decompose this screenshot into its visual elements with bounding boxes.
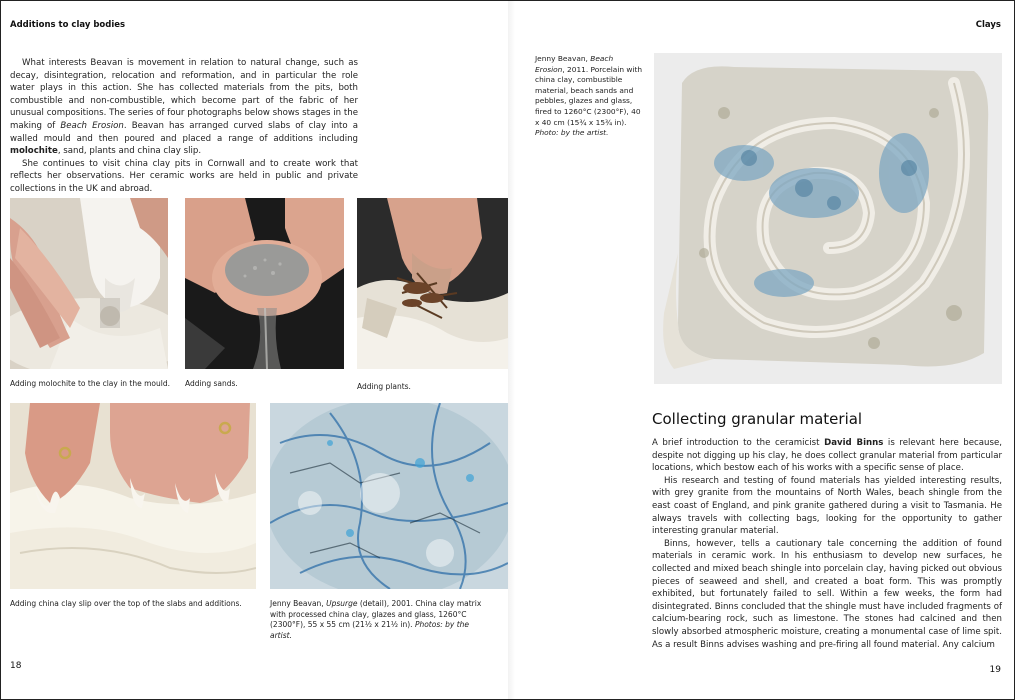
photo-adding-slip [10, 403, 256, 589]
upsurge-caption-lead: Jenny Beavan, [270, 599, 327, 608]
intro-p1-end: , sand, plants and china clay slip. [57, 146, 202, 157]
caption-molochite: Adding molochite to the clay in the mould. [10, 379, 170, 388]
right-p1-lead: A brief introduction to the ceramicist [652, 438, 825, 448]
photo-upsurge [270, 403, 508, 589]
sands-illustration [185, 198, 344, 369]
photo-adding-sands [185, 198, 344, 369]
beach-erosion-caption-credit: Photo: by the artist. [535, 128, 609, 138]
plants-illustration [357, 198, 508, 369]
caption-sands: Adding sands. [185, 379, 238, 388]
beach-erosion-caption-lead: Jenny Beavan, [535, 54, 591, 63]
caption-slip: Adding china clay slip over the top of the slabs and additions. [10, 599, 242, 608]
section-heading: Collecting granular material [652, 410, 863, 428]
beach-erosion-caption-rest: , 2011. Porcelain with china clay, combustible material, beach sands and pebbles, glazes and glass, fired to 1260°C (2300°F), 40 x 40 cm (15¾ x 15¾ in). [535, 64, 643, 127]
beach-erosion-caption-title: Beach Erosion [535, 54, 614, 74]
right-running-head: Clays [975, 20, 1001, 30]
intro-p1-text: What interests Beavan is movement in relation to natural change, such as decay, disintegration, relocation and reformation, and in particular the role water plays in this action. She has collected materials from the pits, both combustible and non-combustible, which become part of the fabric of her unusual compositions. The series of four photographs below shows stages in the making of [10, 58, 358, 131]
intro-paragraph-1 [10, 57, 358, 158]
beach-erosion-illustration [654, 53, 1002, 384]
left-folio: 18 [10, 661, 22, 671]
right-body-text [652, 437, 1002, 651]
left-running-head: Additions to clay bodies [10, 20, 126, 30]
photo-adding-molochite [10, 198, 168, 369]
right-paragraph-3: Binns, however, tells a cautionary tale concerning the addition of found materials in ceramic work. In his enthusiasm to develop new surfaces, he collected and mixed beach shingle into porcelain clay, having picked out obvious pieces of seaweed and shell, and created a boat form. This was promptly exhibited, but fortunately failed to sell. Within a few weeks, the form had disintegrated. Binns concluded that the shingle must have included fragments of calcium-bearing rock, such as limestone. The stones had calcined and then slowly absorbed atmospheric moisture, creating a monumental case of lime spit. As a result Binns advises washing and pre-firing all found material. Any calcium [652, 538, 1002, 650]
right-folio: 19 [989, 665, 1001, 675]
intro-paragraph-2: She continues to visit china clay pits in Cornwall and to create work that reflects her observations. Her ceramic works are held in public and private collections in the UK and abroad. [10, 158, 358, 194]
intro-p1-title: Beach Erosion [60, 120, 124, 131]
slip-illustration [10, 403, 256, 589]
intro-p1-bold: molochite [10, 146, 58, 157]
upsurge-illustration [270, 403, 508, 589]
right-p1-name: David Binns [824, 438, 884, 448]
right-p1-rest: is relevant here because, despite not digging up his clay, he does collect granular material from particular locations, which bestow each of his works with a specific sense of place. [652, 438, 1002, 474]
book-gutter [508, 0, 518, 700]
molochite-illustration [10, 198, 168, 369]
upsurge-caption-title: Upsurge [326, 599, 358, 608]
intro-p1-rest: . Beavan has arranged curved slabs of clay into a walled mould and then poured and placed a range of additions including [10, 120, 358, 144]
upsurge-caption-credit: Photos: by the artist. [270, 620, 470, 640]
photo-adding-plants [357, 198, 508, 369]
beach-erosion-caption [535, 54, 645, 139]
caption-upsurge [270, 599, 485, 641]
intro-text [10, 57, 358, 196]
right-paragraph-2: His research and testing of found materials has yielded interesting results, with grey granite from the mountains of North Wales, beach shingle from the east coast of England, and pink granite gathered during a visit to Tasmania. He always travels with collecting bags, looking for the opportunity to gather interesting granular material. [652, 475, 1002, 537]
right-paragraph-1 [652, 437, 1002, 475]
caption-plants: Adding plants. [357, 382, 411, 391]
photo-beach-erosion [654, 53, 1002, 384]
upsurge-caption-rest: (detail), 2001. China clay matrix with processed china clay, glazes and glass, 1260°C (2300°F), 55 x 55 cm (21½ x 21½ in). [270, 599, 482, 630]
